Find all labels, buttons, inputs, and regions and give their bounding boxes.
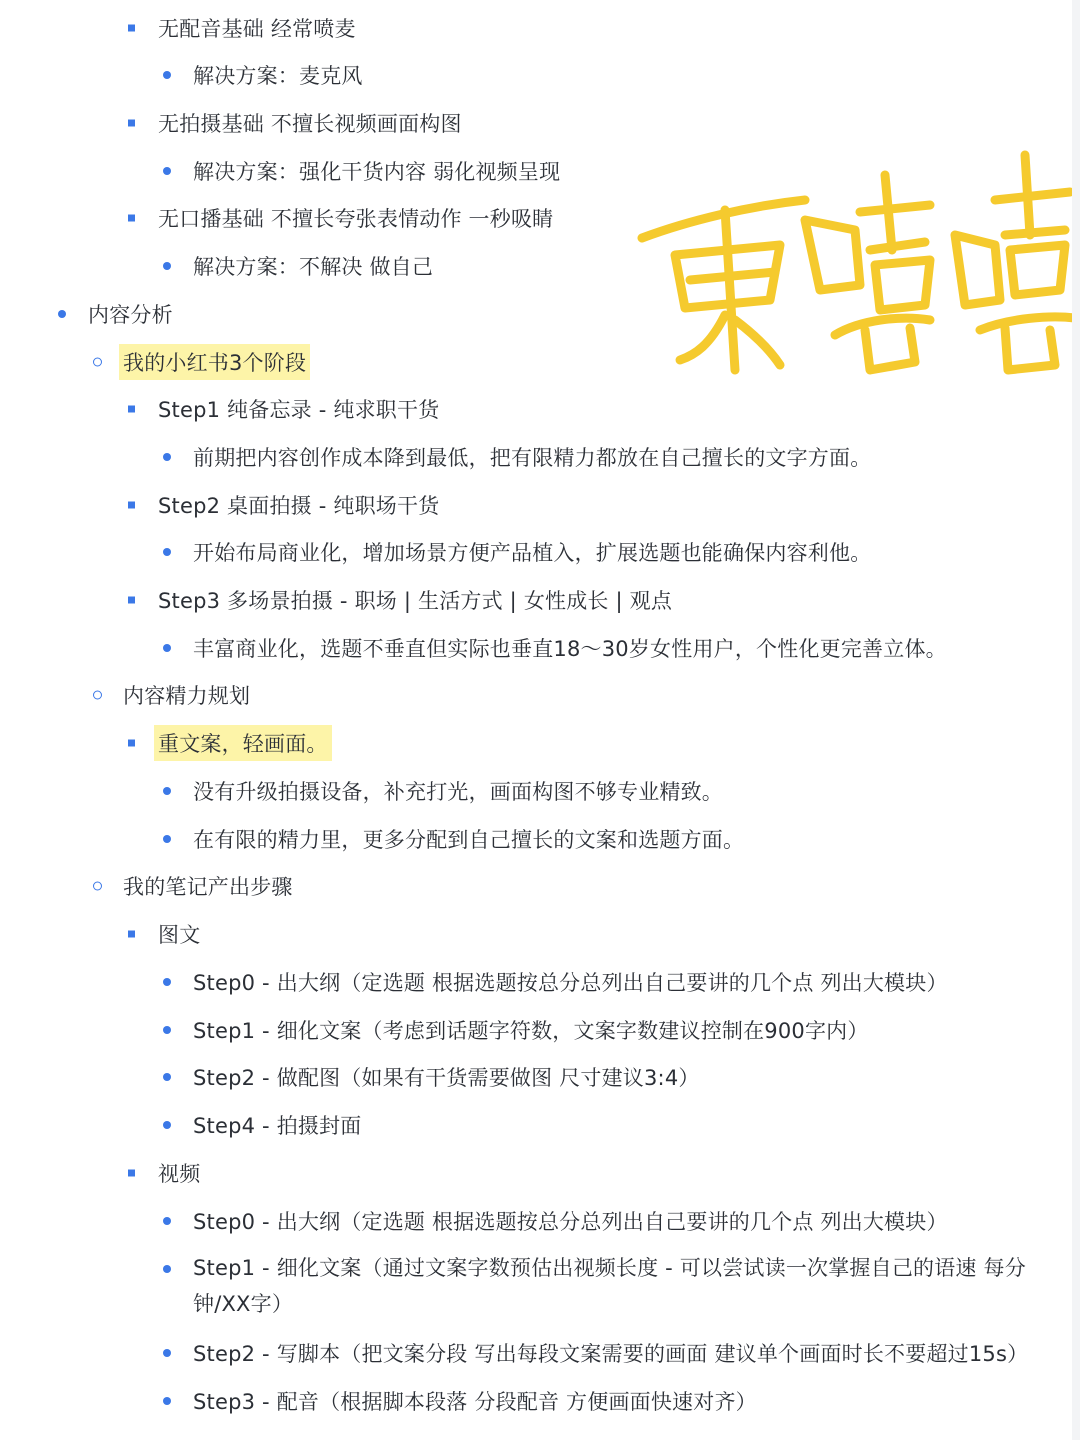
dot-bullet-icon (58, 310, 66, 318)
list-item (0, 528, 1080, 576)
item-text: 开始布局商业化，增加场景方便产品植入，扩展选题也能确保内容利他。 (193, 541, 872, 565)
list-item (0, 815, 1080, 863)
square-bullet-icon (128, 597, 135, 604)
item-text: Step0 - 出大纲（定选题 根据选题按总分总列出自己要讲的几个点 列出大模块） (193, 971, 948, 995)
list-item (0, 862, 1080, 910)
list-item (0, 1377, 1080, 1425)
list-item (0, 1101, 1080, 1149)
square-bullet-icon (128, 740, 135, 747)
list-item (0, 4, 1080, 52)
item-text: Step1 纯备忘录 - 纯求职干货 (158, 398, 440, 422)
list-item (0, 1149, 1080, 1197)
square-bullet-icon (128, 25, 135, 32)
list-item (0, 671, 1080, 719)
square-bullet-icon (128, 1170, 135, 1177)
circle-bullet-icon (93, 882, 102, 891)
dot-bullet-icon (163, 1349, 171, 1357)
item-text: 解决方案：强化干货内容 弱化视频呈现 (193, 160, 561, 184)
dot-bullet-icon (163, 71, 171, 79)
item-text: 解决方案：不解决 做自己 (193, 255, 434, 279)
dot-bullet-icon (163, 1217, 171, 1225)
item-text: Step2 - 写脚本（把文案分段 写出每段文案需要的画面 建议单个画面时长不要超过15s） (193, 1342, 1029, 1366)
list-item (0, 1197, 1080, 1245)
item-text: 无口播基础 不擅长夸张表情动作 一秒吸睛 (158, 207, 554, 231)
dot-bullet-icon (163, 835, 171, 843)
item-text: Step2 - 做配图（如果有干货需要做图 尺寸建议3:4） (193, 1066, 700, 1090)
item-text: 丰富商业化，选题不垂直但实际也垂直18～30岁女性用户，个性化更完善立体。 (193, 637, 947, 661)
list-item (0, 767, 1080, 815)
highlighted-text: 重文案，轻画面。 (154, 725, 332, 761)
square-bullet-icon (128, 406, 135, 413)
highlighted-text: 我的小红书3个阶段 (119, 344, 310, 380)
list-item (0, 1053, 1080, 1101)
circle-bullet-icon (93, 691, 102, 700)
square-bullet-icon (128, 120, 135, 127)
list-item (0, 1329, 1080, 1377)
dot-bullet-icon (163, 787, 171, 795)
dot-bullet-icon (163, 644, 171, 652)
item-text: 内容精力规划 (123, 684, 251, 708)
item-text: Step3 - 配音（根据脚本段落 分段配音 方便画面快速对齐） (193, 1390, 757, 1414)
item-text: Step0 - 出大纲（定选题 根据选题按总分总列出自己要讲的几个点 列出大模块） (193, 1210, 948, 1234)
item-text: Step2 桌面拍摄 - 纯职场干货 (158, 494, 440, 518)
item-text: 在有限的精力里，更多分配到自己擅长的文案和选题方面。 (193, 828, 745, 852)
list-item (0, 433, 1080, 481)
square-bullet-icon (128, 502, 135, 509)
item-text: Step1 - 细化文案（通过文案字数预估出视频长度 - 可以尝试读一次掌握自己的语速 每分钟/XX字） (193, 1256, 1026, 1316)
list-item (0, 481, 1080, 529)
item-text: 图文 (158, 923, 201, 947)
square-bullet-icon (128, 931, 135, 938)
dot-bullet-icon (163, 548, 171, 556)
list-item (0, 624, 1080, 672)
item-text: 没有升级拍摄设备，补充打光，画面构图不够专业精致。 (193, 780, 723, 804)
scrollbar-track[interactable] (1072, 0, 1080, 1440)
item-text: 无配音基础 经常喷麦 (158, 17, 356, 41)
circle-bullet-icon (93, 358, 102, 367)
dot-bullet-icon (163, 978, 171, 986)
dot-bullet-icon (163, 1073, 171, 1081)
square-bullet-icon (128, 215, 135, 222)
list-item (0, 51, 1080, 99)
list-item (0, 576, 1080, 624)
section-heading: 内容分析 (88, 303, 173, 327)
dot-bullet-icon (163, 1265, 171, 1273)
list-item (0, 1006, 1080, 1054)
dot-bullet-icon (163, 1397, 171, 1405)
list-item (0, 910, 1080, 958)
item-text: 无拍摄基础 不擅长视频画面构图 (158, 112, 462, 136)
dot-bullet-icon (163, 453, 171, 461)
dot-bullet-icon (163, 1121, 171, 1129)
dot-bullet-icon (163, 262, 171, 270)
dot-bullet-icon (163, 167, 171, 175)
item-text: Step1 - 细化文案（考虑到话题字符数，文案字数建议控制在900字内） (193, 1019, 869, 1043)
item-text: Step3 多场景拍摄 - 职场 | 生活方式 | 女性成长 | 观点 (158, 589, 673, 613)
item-text: 视频 (158, 1162, 201, 1186)
list-item (0, 719, 1080, 767)
item-text: Step4 - 拍摄封面 (193, 1114, 362, 1138)
item-text: 前期把内容创作成本降到最低，把有限精力都放在自己擅长的文字方面。 (193, 446, 872, 470)
item-text: 解决方案：麦克风 (193, 64, 363, 88)
dot-bullet-icon (163, 1026, 171, 1034)
list-item (0, 958, 1080, 1006)
item-text: 我的笔记产出步骤 (123, 875, 293, 899)
handwritten-signature-stamp (630, 140, 1080, 400)
